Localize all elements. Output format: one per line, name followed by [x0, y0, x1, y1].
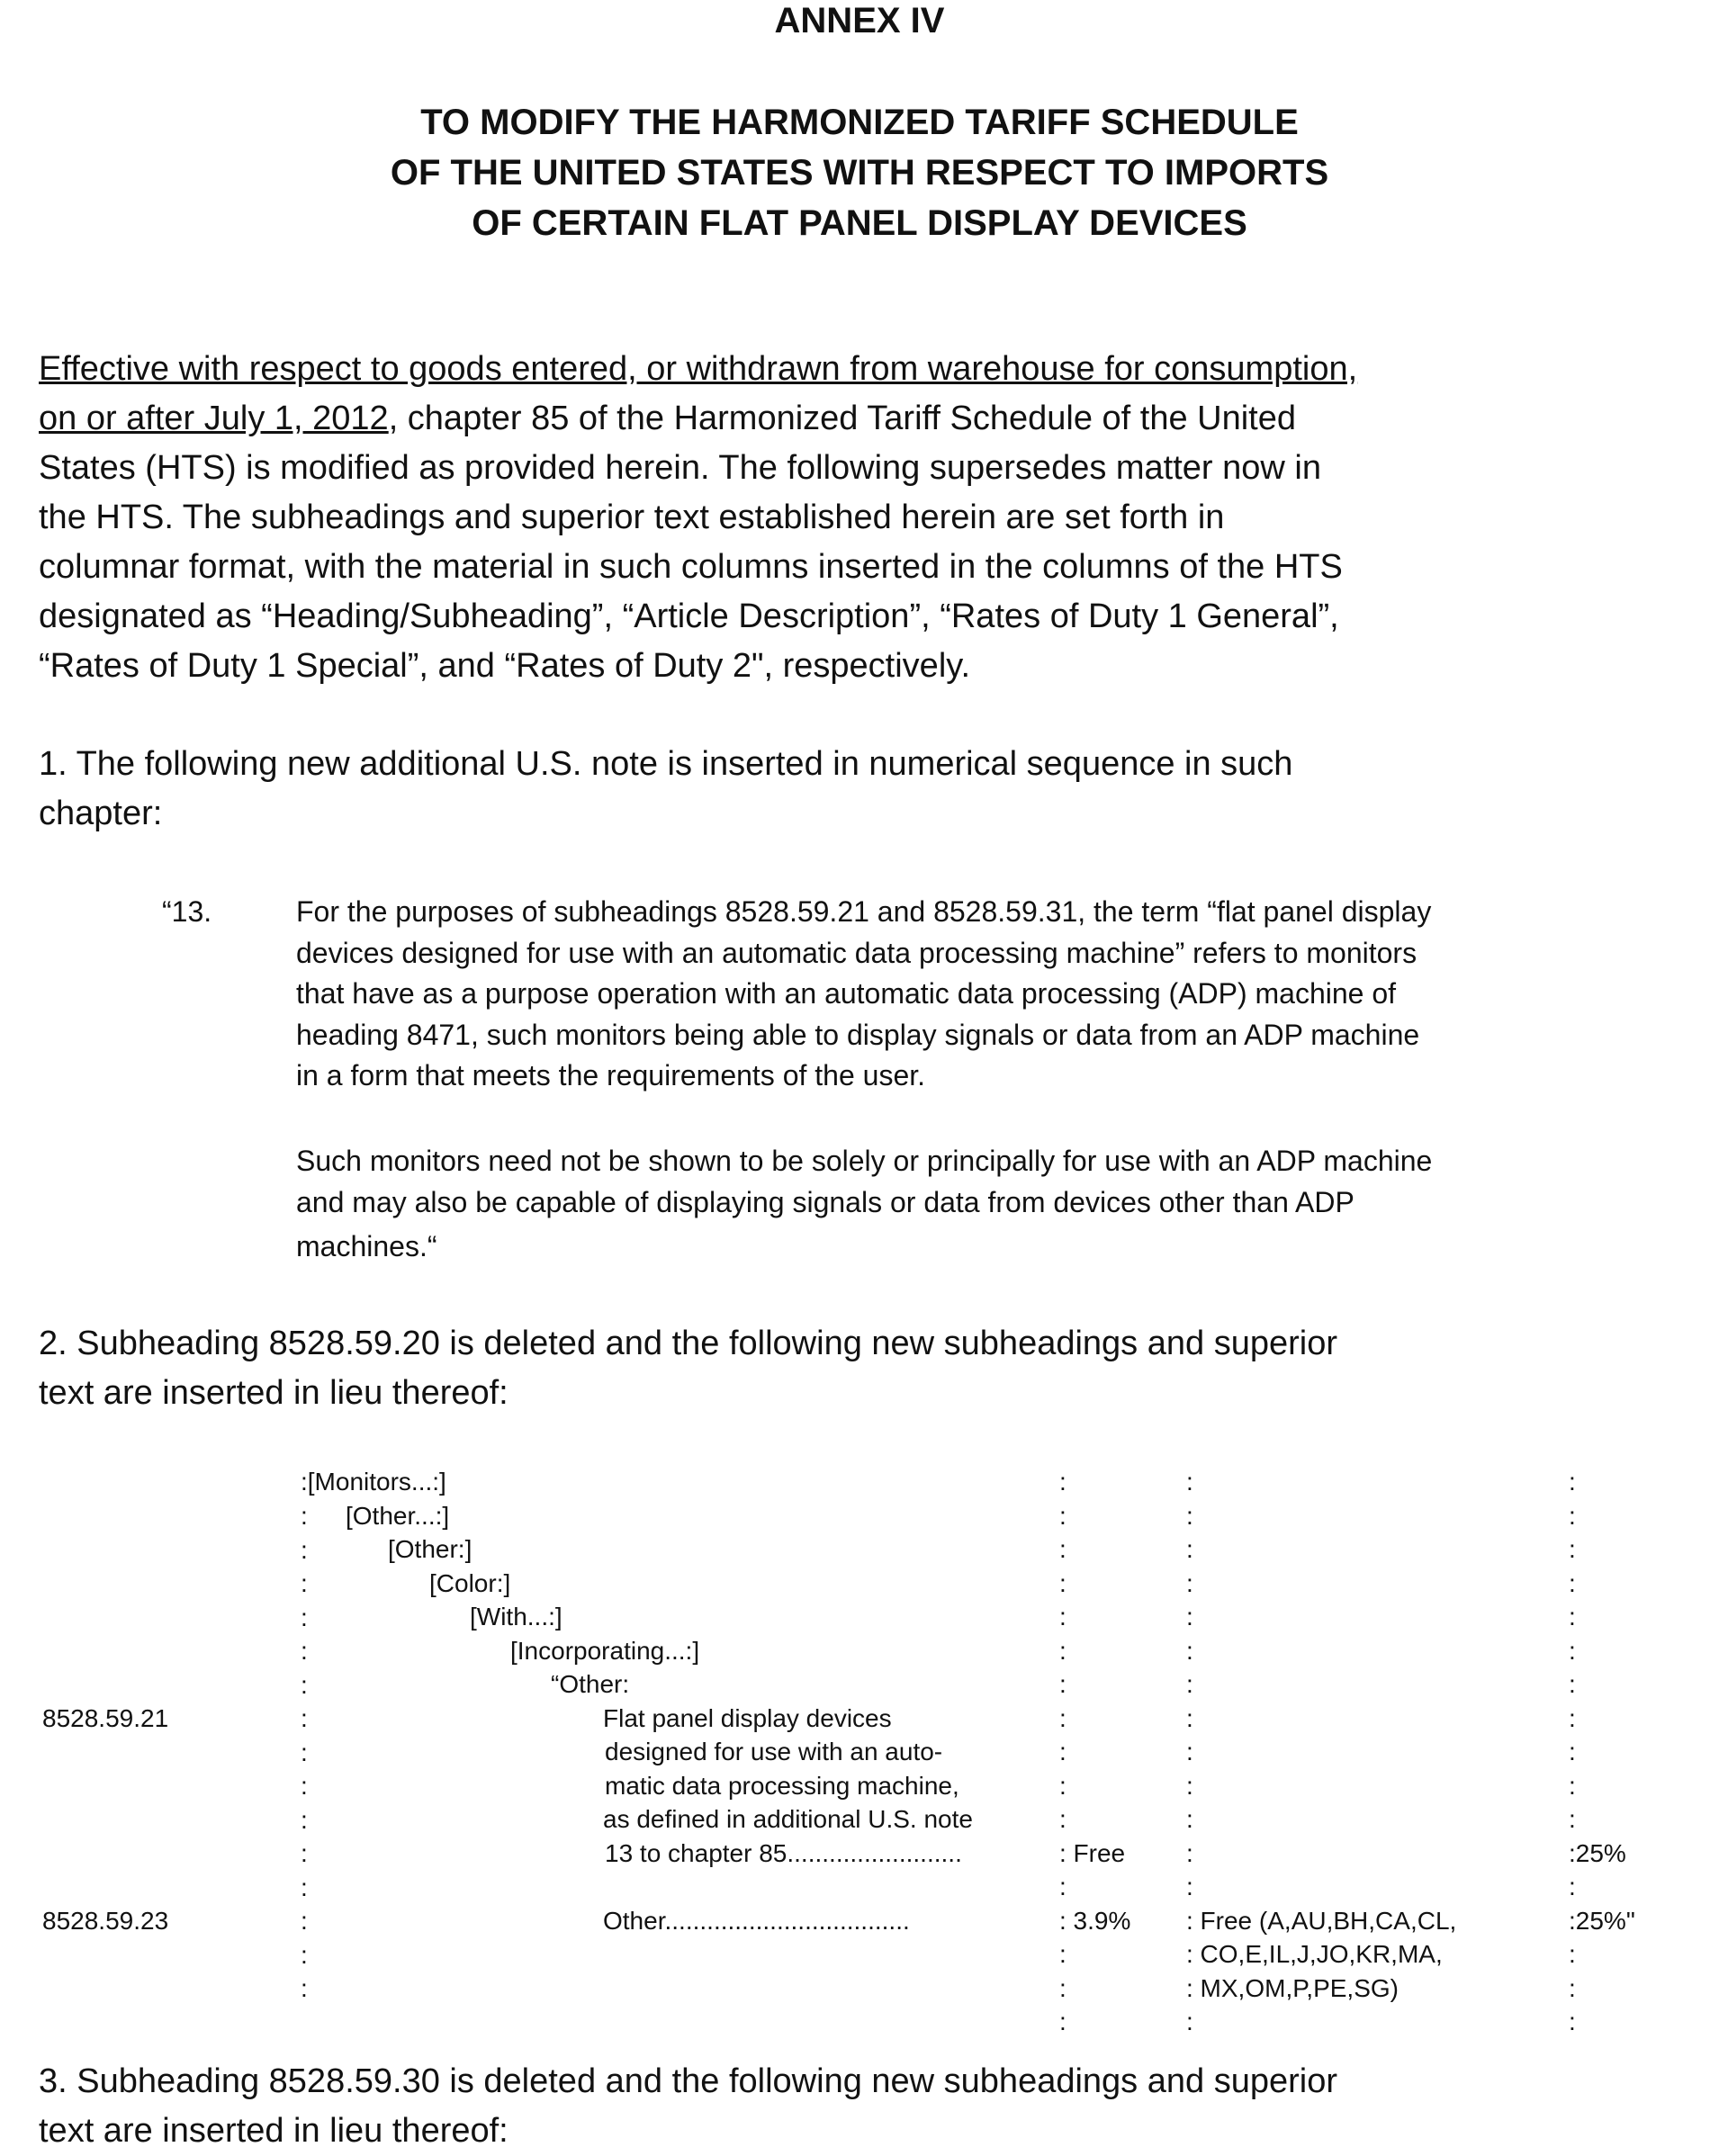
column-separator-colon: :: [1186, 1535, 1193, 1563]
column-separator-colon: :: [1059, 1873, 1066, 1900]
column-separator-colon: :: [1569, 1738, 1576, 1765]
column-separator-colon: :: [1569, 1974, 1576, 2002]
rate-special-blank: :: [1186, 1839, 1193, 1867]
column-separator-colon: :: [1186, 1637, 1193, 1665]
column-separator-colon: :: [1569, 1704, 1576, 1732]
column-separator-colon: :: [301, 1604, 308, 1631]
column-separator-colon: :: [1569, 1670, 1576, 1698]
hierarchy-color: [Color:]: [429, 1569, 511, 1597]
column-separator-colon: :: [1059, 1738, 1066, 1765]
column-separator-colon: :: [1186, 1738, 1193, 1765]
title-line: OF THE UNITED STATES WITH RESPECT TO IMPORTS: [390, 153, 1329, 193]
description-line: Flat panel display devices: [603, 1704, 892, 1732]
column-separator-colon: :: [301, 1839, 308, 1867]
description-line: 13 to chapter 85.........................: [605, 1839, 962, 1867]
column-separator-colon: :: [1186, 1468, 1193, 1496]
column-separator-colon: :: [1059, 1502, 1066, 1530]
column-separator-colon: :: [1569, 1940, 1576, 1968]
column-separator-colon: :: [1186, 1569, 1193, 1597]
column-separator-colon: :: [301, 1502, 308, 1530]
column-separator-colon: :: [1569, 1772, 1576, 1800]
column-separator-colon: :: [1569, 1468, 1576, 1496]
note-paragraph-2: Such monitors need not be shown to be solely or principally for use with an ADP machine and may also be capable of displaying signals or data from devices other than ADP machines.“: [296, 1145, 1433, 1262]
column-separator-colon: :: [1186, 1603, 1193, 1630]
column-separator-colon: :: [1186, 2008, 1193, 2035]
tariff-table: [0, 1458, 1719, 2034]
column-separator-colon: :: [1059, 1974, 1066, 2002]
description-line: designed for use with an auto-: [605, 1738, 943, 1765]
rate-general-free: : Free: [1059, 1839, 1126, 1867]
section-1-paragraph: 1. The following new additional U.S. note is inserted in numerical sequence in such chapter:: [39, 745, 1293, 832]
heading-8528-59-23: 8528.59.23: [42, 1907, 169, 1935]
column-separator-colon: :: [1059, 1468, 1066, 1496]
column-separator-colon: :: [301, 1704, 308, 1732]
column-separator-colon: :: [1059, 1772, 1066, 1800]
column-separator-colon: :: [1059, 1940, 1066, 1968]
column-separator-colon: :: [301, 1873, 308, 1901]
rate-general-3-9: : 3.9%: [1059, 1907, 1131, 1935]
column-separator-colon: :: [301, 1637, 308, 1665]
column-separator-colon: :: [1186, 1805, 1193, 1833]
hierarchy-with: [With...:]: [470, 1603, 562, 1630]
column-separator-colon: :: [1186, 1772, 1193, 1800]
column-separator-colon: :: [1186, 1873, 1193, 1900]
rate-special-line: : Free (A,AU,BH,CA,CL,: [1186, 1907, 1457, 1935]
column-separator-colon: :: [1569, 1873, 1576, 1900]
title-line: TO MODIFY THE HARMONIZED TARIFF SCHEDULE: [420, 103, 1299, 142]
column-separator-colon: :: [301, 1806, 308, 1834]
description-line: matic data processing machine,: [605, 1772, 959, 1800]
title-line: OF CERTAIN FLAT PANEL DISPLAY DEVICES: [472, 203, 1247, 243]
hierarchy-other-3: “Other:: [551, 1670, 630, 1698]
column-separator-colon: :: [1569, 1535, 1576, 1563]
column-separator-colon: :: [1569, 1637, 1576, 1665]
column-separator-colon: :: [301, 1974, 308, 2002]
column-separator-colon: :: [1569, 1805, 1576, 1833]
document-title: [0, 97, 1719, 248]
section-3-paragraph: 3. Subheading 8528.59.30 is deleted and the following new subheadings and superior text are inserted in lieu thereof:: [39, 2062, 1337, 2150]
rate-column2-25: :25%: [1569, 1839, 1626, 1867]
column-separator-colon: :: [1569, 1603, 1576, 1630]
column-separator-colon: :: [301, 1671, 308, 1699]
column-separator-colon: :: [1059, 1535, 1066, 1563]
column-separator-colon: :: [1059, 1637, 1066, 1665]
section-2-paragraph: 2. Subheading 8528.59.20 is deleted and the following new subheadings and superior text are inserted in lieu thereof:: [39, 1325, 1337, 1412]
column-separator-colon: :: [1569, 1502, 1576, 1530]
column-separator-colon: :: [1059, 1569, 1066, 1597]
description-line: as defined in additional U.S. note: [603, 1805, 973, 1833]
column-separator-colon: :: [1569, 1569, 1576, 1597]
column-separator-colon: :: [1186, 1502, 1193, 1530]
column-separator-colon: :: [301, 1941, 308, 1969]
hierarchy-incorporating: [Incorporating...:]: [510, 1637, 700, 1665]
column-separator-colon: :: [1059, 1704, 1066, 1732]
rate-special-line: : MX,OM,P,PE,SG): [1186, 1974, 1399, 2002]
hierarchy-other: [Other...:]: [346, 1502, 450, 1530]
column-separator-colon: :: [301, 1536, 308, 1564]
effective-date: on or after July 1, 2012: [39, 400, 389, 437]
effective-clause: Effective with respect to goods entered, or withdrawn from warehouse for consumption,: [39, 350, 1358, 388]
intro-paragraph: Effective with respect to goods entered, or withdrawn from warehouse for consumption, on or after July 1, 2012, chapter 85 of the Harmonized Tariff Schedule of the United States (HTS) is modified as provided herein. The following supersedes matter now in the HTS. The subheadings and superior text established herein are set forth in columnar format, with the material in such columns inserted in the columns of the HTS designated as “Heading/Subheading”, “Article Description”, “Rates of Duty 1 General”, “Rates of Duty 1 Special”, and “Rates of Duty 2", respectively.: [39, 350, 1358, 685]
column-separator-colon: :: [1186, 1670, 1193, 1698]
column-separator-colon: :: [1059, 1603, 1066, 1630]
rate-special-line: : CO,E,IL,J,JO,KR,MA,: [1186, 1940, 1443, 1968]
column-separator-colon: :: [1186, 1704, 1193, 1732]
description-other: Other...................................: [603, 1907, 910, 1935]
column-separator-colon: :: [1059, 1805, 1066, 1833]
column-separator-colon: :: [1059, 1670, 1066, 1698]
column-separator-colon: :: [1059, 2008, 1066, 2035]
note-number: “13.: [162, 895, 212, 928]
column-separator-colon: :: [301, 1569, 308, 1597]
hierarchy-other-2: [Other:]: [388, 1535, 472, 1563]
hierarchy-monitors: :[Monitors...:]: [301, 1468, 446, 1496]
note-paragraph-1: For the purposes of subheadings 8528.59.21 and 8528.59.31, the term “flat panel display devices designed for use with an automatic data processing machine” refers to monitors that have as a purpose operation with an automatic data processing (ADP) machine of heading 8471, such monitors being able to display signals or data from an ADP machine in a form that meets the requirements of the user.: [296, 895, 1432, 1091]
rate-column2-25-close: :25%": [1569, 1907, 1635, 1935]
annex-heading: ANNEX IV: [774, 1, 945, 40]
column-separator-colon: :: [301, 1772, 308, 1800]
heading-8528-59-21: 8528.59.21: [42, 1704, 169, 1732]
column-separator-colon: :: [301, 1738, 308, 1766]
column-separator-colon: :: [1569, 2008, 1576, 2035]
column-separator-colon: :: [301, 1907, 308, 1935]
